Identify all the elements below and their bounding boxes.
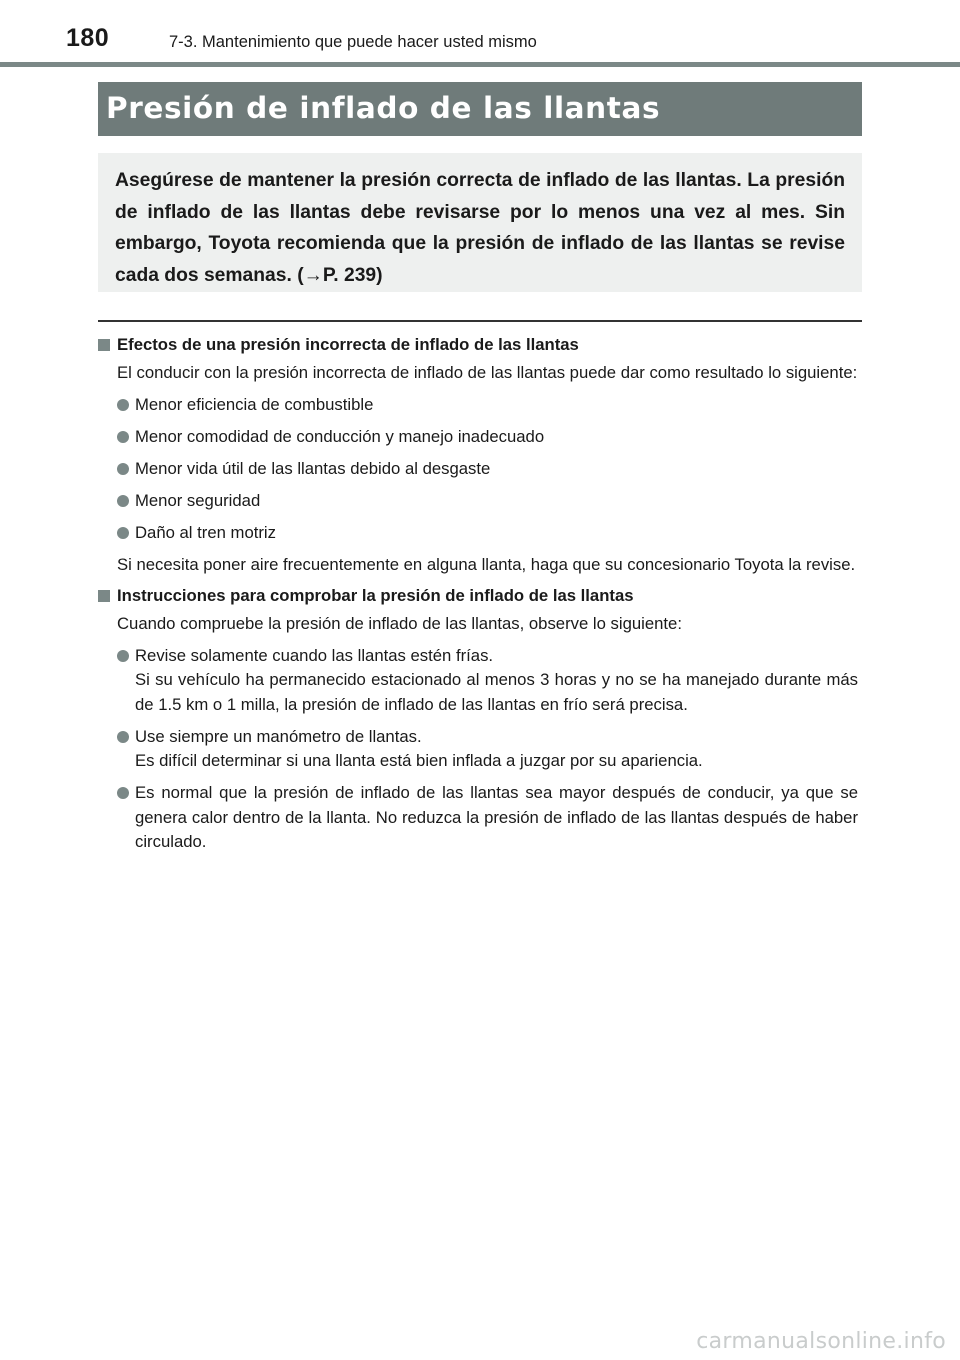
square-bullet-icon (98, 590, 110, 602)
section-heading (98, 584, 858, 608)
circle-bullet-icon (117, 463, 129, 475)
list-item-detail: Si su vehículo ha permanecido estacionado al menos 3 horas y no se ha manejado durante más de 1.5 km o 1 milla, la presión de inflado de las llantas en frío será precisa. (135, 670, 858, 714)
page-title: Presión de inflado de las llantas (106, 91, 661, 125)
list-item (98, 425, 858, 450)
list-item-lead: Revise solamente cuando las llantas estén frías. (135, 645, 494, 665)
list-item (98, 393, 858, 418)
list-item-text: Menor seguridad (135, 490, 261, 510)
circle-bullet-icon (117, 650, 129, 662)
section-intro: Cuando compruebe la presión de inflado de las llantas, observe lo siguiente: (117, 614, 682, 633)
section-outro: Si necesita poner aire frecuentemente en alguna llanta, haga que su concesionario Toyota la revise. (117, 554, 856, 574)
list-item-text: Menor comodidad de conducción y manejo inadecuado (135, 426, 545, 446)
section-heading (98, 333, 858, 357)
circle-bullet-icon (117, 787, 129, 799)
list-item (98, 489, 858, 514)
list-item-lead: Es normal que la presión de inflado de las llantas sea mayor después de conducir, ya que se genera calor dentro de la llanta. No reduzca la presión de inflado de las llantas después de haber circulado. (135, 783, 858, 851)
section-intro: El conducir con la presión incorrecta de inflado de las llantas puede dar como resultado lo siguiente: (117, 363, 858, 382)
running-header: 7-3. Mantenimiento que puede hacer usted mismo (169, 33, 537, 51)
list-item-detail: Es difícil determinar si una llanta está bien inflada a juzgar por su apariencia. (135, 751, 703, 770)
circle-bullet-icon (117, 431, 129, 443)
list-item-text: Menor eficiencia de combustible (135, 394, 374, 414)
list-item (98, 457, 858, 482)
site-watermark: carmanualsonline.info (696, 1329, 946, 1354)
section-heading-text: Efectos de una presión incorrecta de inflado de las llantas (117, 335, 579, 354)
title-banner (98, 82, 862, 136)
intro-text: Asegúrese de mantener la presión correcta de inflado de las llantas. La presión de inflado de las llantas debe revisarse por lo menos una vez al mes. Sin embargo, Toyota recomienda que la presión de inflado de las llantas se revise cada dos semanas. (→P. 239) (115, 170, 845, 287)
section-heading-text: Instrucciones para comprobar la presión de inflado de las llantas (117, 586, 634, 605)
list-item (98, 644, 858, 718)
circle-bullet-icon (117, 399, 129, 411)
square-bullet-icon (98, 339, 110, 351)
header-rule (0, 62, 960, 67)
intro-box (98, 153, 862, 292)
main-content (98, 333, 858, 862)
circle-bullet-icon (117, 731, 129, 743)
section-divider (98, 320, 862, 322)
list-item-text: Daño al tren motriz (135, 522, 276, 542)
list-item (98, 521, 858, 546)
circle-bullet-icon (117, 527, 129, 539)
circle-bullet-icon (117, 495, 129, 507)
list-item-lead: Use siempre un manómetro de llantas. (135, 726, 422, 746)
page-number: 180 (66, 24, 110, 52)
list-item (98, 725, 858, 774)
list-item (98, 781, 858, 855)
list-item-text: Menor vida útil de las llantas debido al desgaste (135, 458, 491, 478)
